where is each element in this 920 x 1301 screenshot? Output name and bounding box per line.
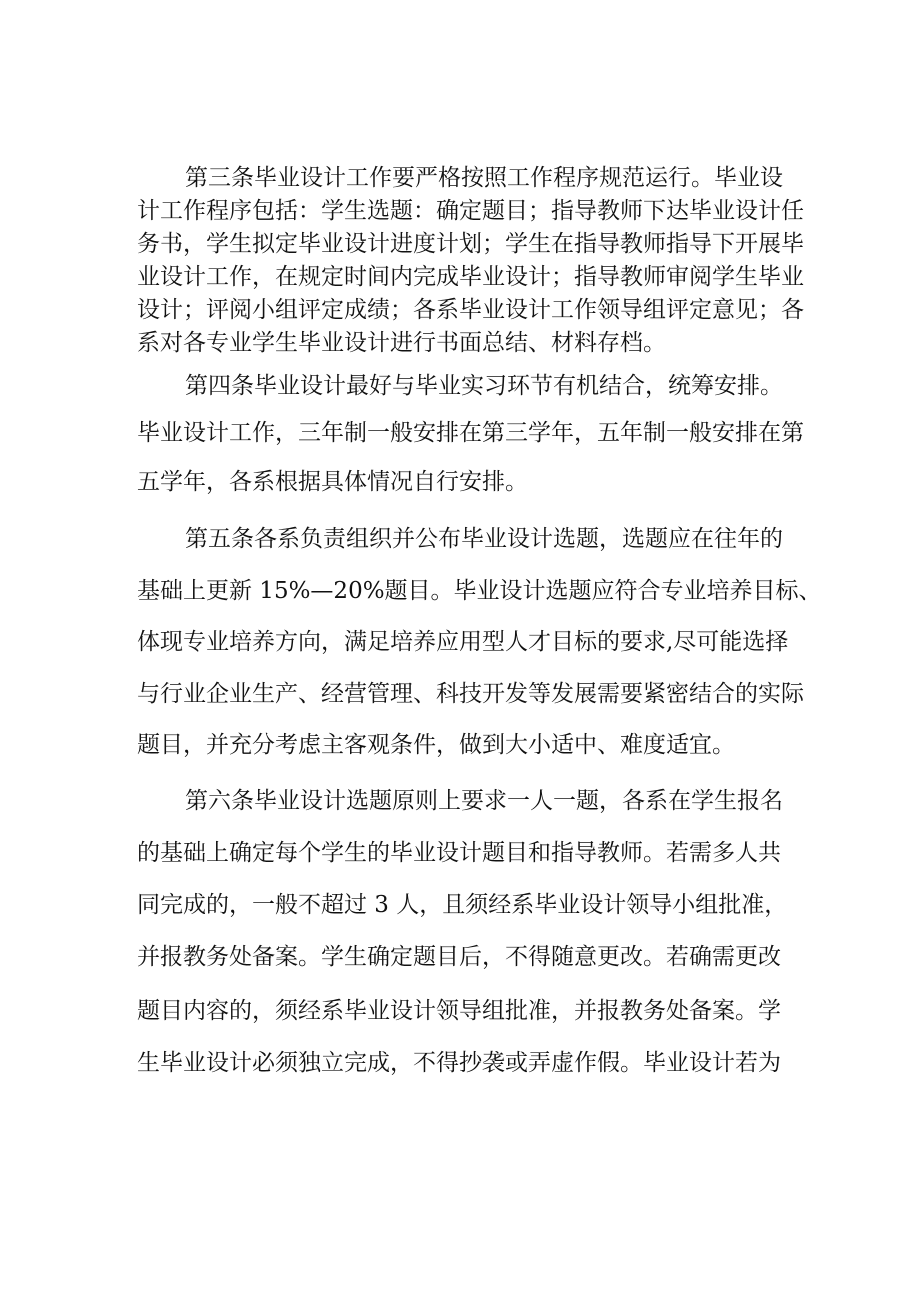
article-3-line-1: 第三条毕业设计工作要严格按照工作程序规范运行。毕业设 [185,165,783,191]
article-6-line-6: 生毕业设计必须独立完成，不得抄袭或弄虚作假。毕业设计若为 [137,1050,781,1076]
article-5-line-5: 题目，并充分考虑主客观条件，做到大小适中、难度适宜。 [137,732,735,758]
article-5-line-4: 与行业企业生产、经营管理、科技开发等发展需要紧密结合的实际 [137,681,804,707]
article-3-line-4: 业设计工作，在规定时间内完成毕业设计；指导教师审阅学生毕业 [137,264,804,290]
article-6-line-4: 并报教务处备案。学生确定题目后，不得随意更改。若确需更改 [137,944,781,970]
article-5-line-3: 体现专业培养方向，满足培养应用型人才目标的要求,尽可能选择 [137,629,789,655]
article-3-line-2: 计工作程序包括：学生选题：确定题目；指导教师下达毕业设计任 [137,198,804,224]
article-4-line-1: 第四条毕业设计最好与毕业实习环节有机结合，统筹安排。 [185,373,783,399]
article-6-line-1: 第六条毕业设计选题原则上要求一人一题，各系在学生报名 [185,788,783,814]
article-6-line-3: 同完成的，一般不超过 3 人，且须经系毕业设计领导小组批准， [137,892,788,918]
article-3-line-5: 设计；评阅小组评定成绩；各系毕业设计工作领导组评定意见；各 [137,297,804,323]
article-6-line-5: 题目内容的，须经系毕业设计领导组批准，并报教务处备案。学 [137,998,781,1024]
article-6-line-2: 的基础上确定每个学生的毕业设计题目和指导教师。若需多人共 [137,840,781,866]
article-5-line-2: 基础上更新 15%—20%题目。毕业设计选题应符合专业培养目标、 [137,578,822,604]
article-4-line-2: 毕业设计工作，三年制一般安排在第三学年，五年制一般安排在第 [137,420,804,446]
article-5-line-1: 第五条各系负责组织并公布毕业设计选题，选题应在往年的 [185,526,783,552]
article-3-line-3: 务书，学生拟定毕业设计进度计划；学生在指导教师指导下开展毕 [137,231,804,257]
article-4-line-3: 五学年，各系根据具体情况自行安排。 [137,469,528,495]
article-3-line-6: 系对各专业学生毕业设计进行书面总结、材料存档。 [137,330,666,356]
